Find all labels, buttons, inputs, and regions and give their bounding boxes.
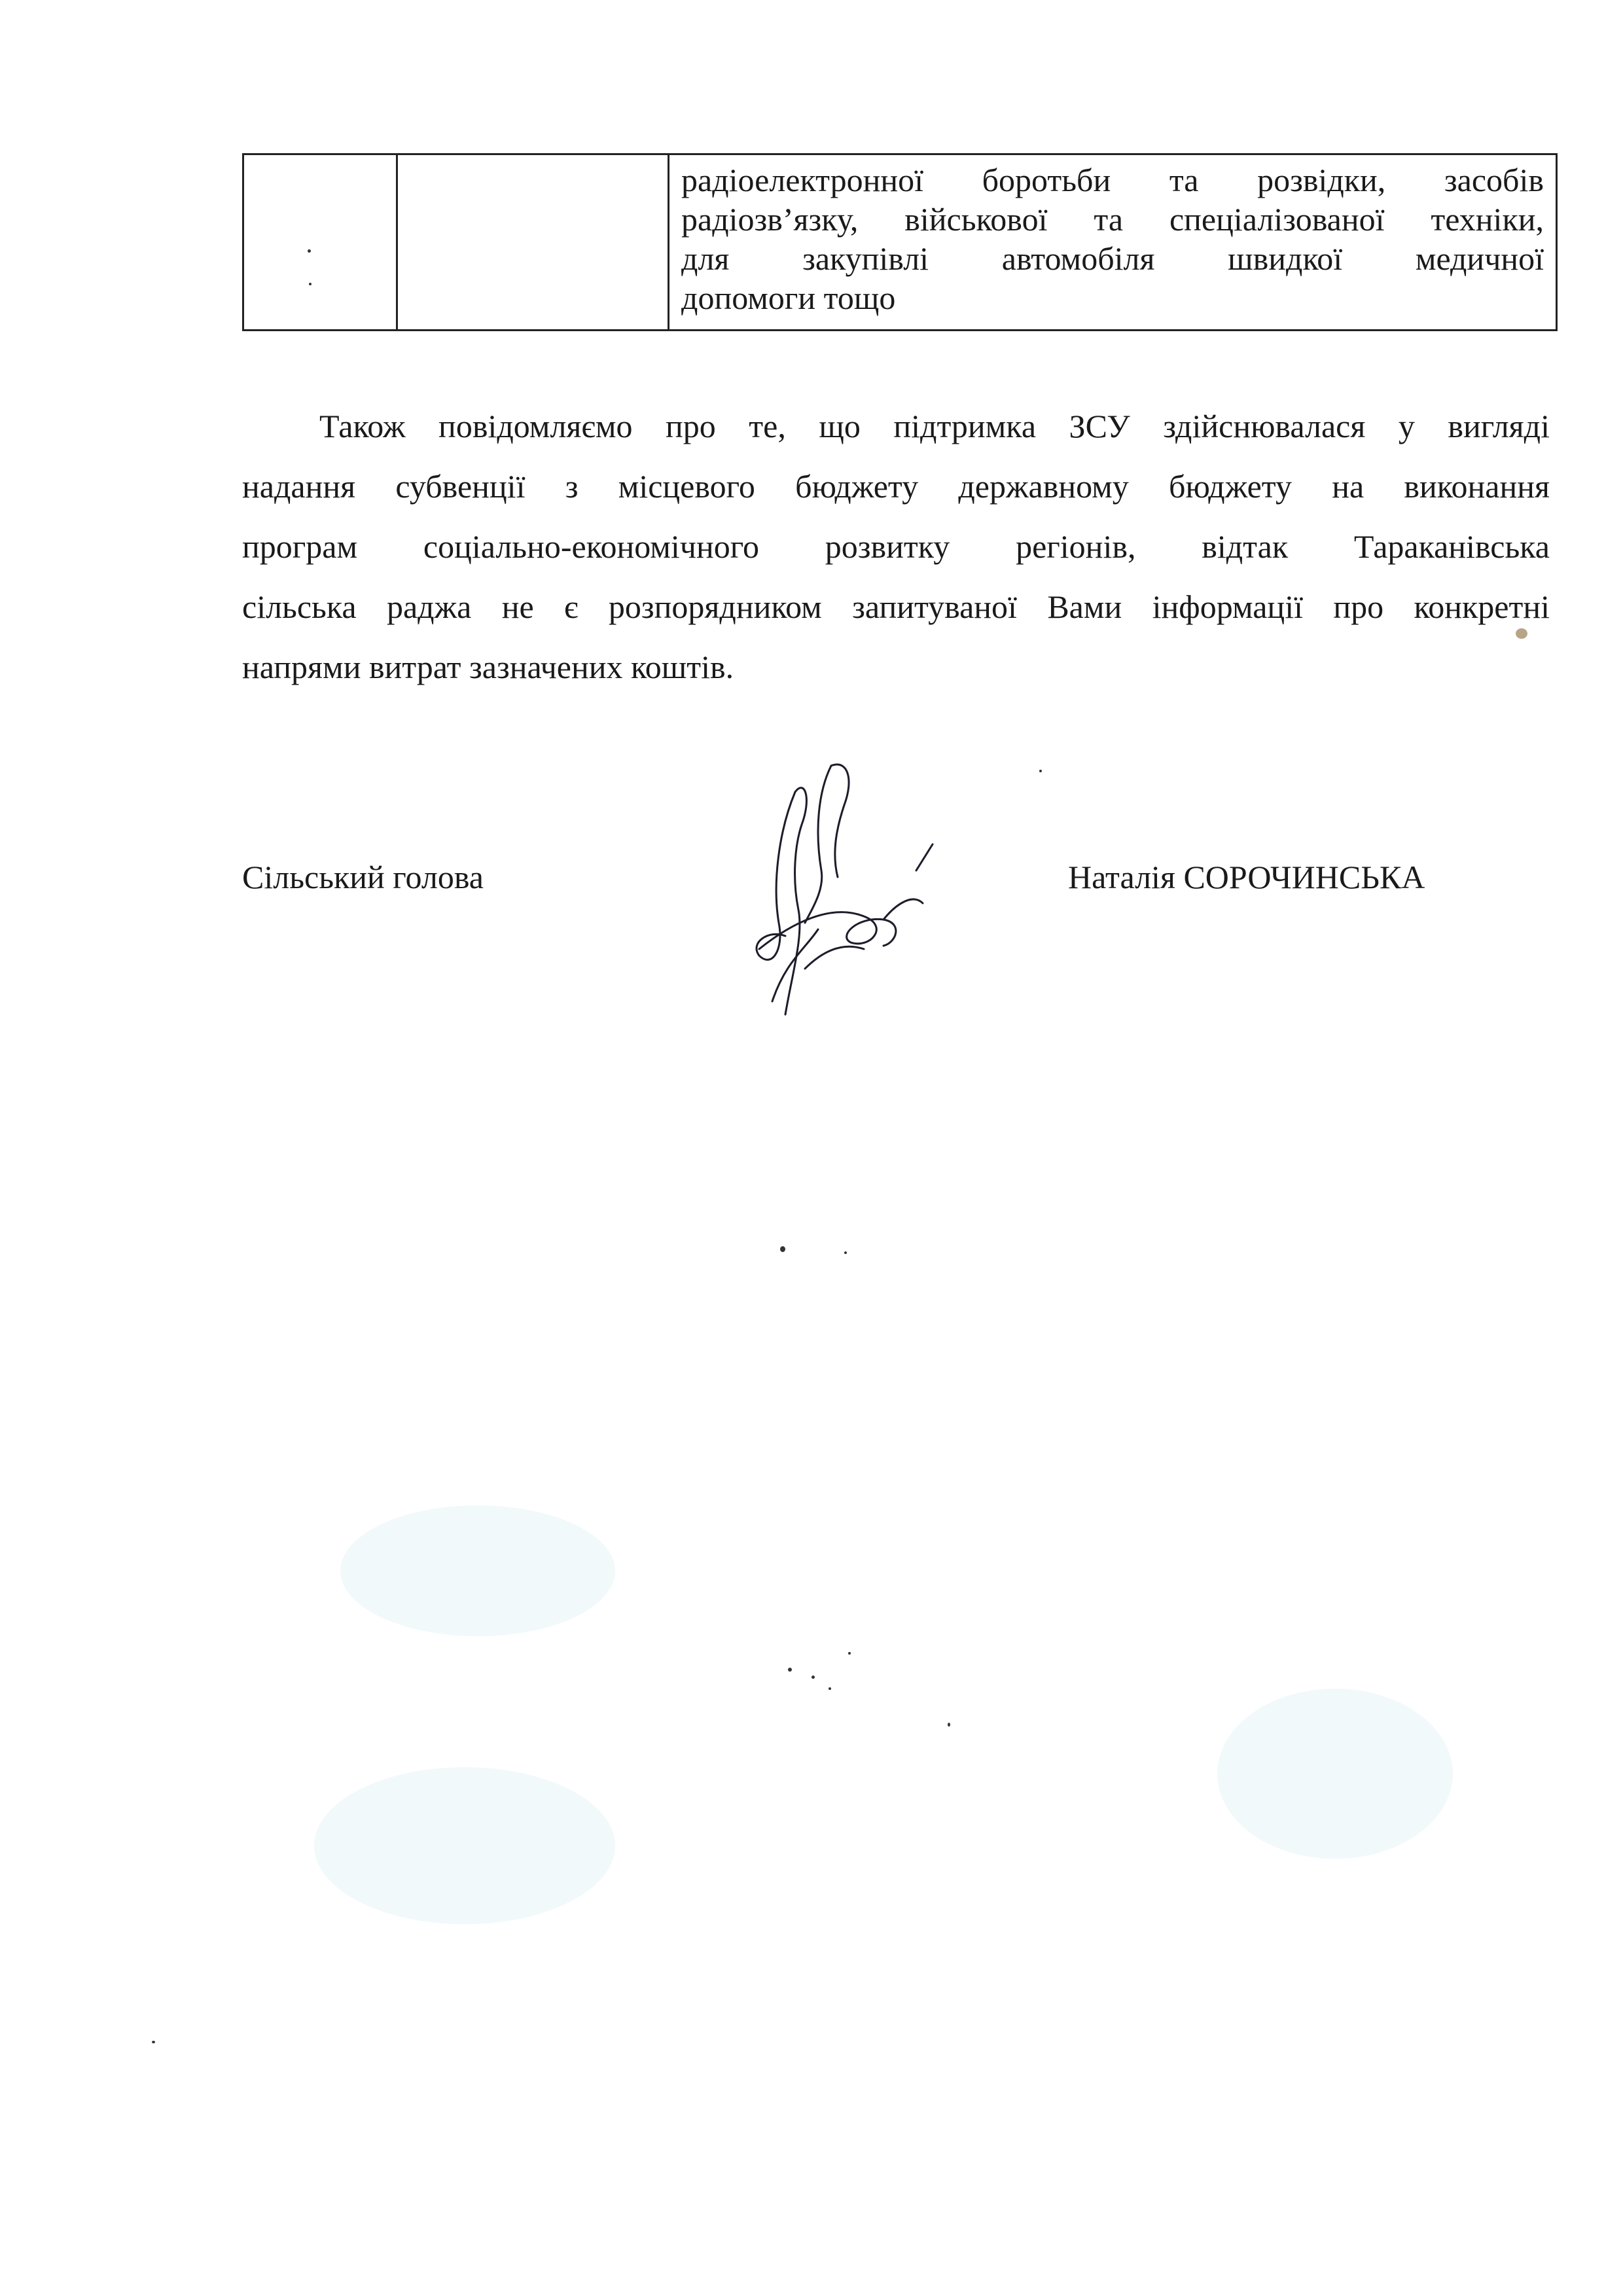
- scan-speck: [812, 1676, 815, 1679]
- table-cell-number: [243, 154, 397, 331]
- table-cell-line: радіоелектронної боротьби та розвідки, засобів: [681, 162, 1544, 198]
- scan-speck: [844, 1251, 847, 1254]
- paragraph-line: програм соціально-економічного розвитку регіонів, відтак Тараканівська: [242, 528, 1550, 565]
- table-cell-line: радіозв’язку, військової та спеціалізованої техніки,: [681, 201, 1544, 238]
- handwritten-signature: [733, 753, 949, 1034]
- scan-speck: [788, 1668, 792, 1672]
- table-cell-name: [397, 154, 669, 331]
- faint-smudge: [1217, 1689, 1453, 1859]
- scan-speck: [1039, 770, 1042, 772]
- paragraph-line: надання субвенції з місцевого бюджету державному бюджету на виконання: [242, 468, 1550, 505]
- scan-speck: [829, 1687, 831, 1690]
- signatory-name: Наталія СОРОЧИНСЬКА: [1068, 859, 1425, 895]
- scan-speck: [308, 249, 311, 253]
- paragraph-line: Також повідомляємо про те, що підтримка ЗСУ здійснювалася у вигляді: [319, 408, 1550, 444]
- faint-smudge: [314, 1767, 615, 1924]
- scan-speck: [309, 283, 312, 285]
- scan-speck: [780, 1246, 785, 1252]
- scan-speck: [948, 1723, 950, 1727]
- signatory-title: Сільський голова: [242, 859, 484, 895]
- scan-speck: [848, 1652, 851, 1655]
- table-cell-line: допомоги тощо: [681, 279, 896, 316]
- table-cell-description: [669, 154, 1557, 331]
- faint-smudge: [340, 1505, 615, 1636]
- table-cell-line: для закупівлі автомобіля швидкої медичної: [681, 240, 1544, 277]
- table-row: [243, 154, 1557, 331]
- body-paragraph: [242, 396, 1550, 697]
- paragraph-line: сільська раджа не є розпорядником запитуваної Вами інформації про конкретні: [242, 588, 1550, 625]
- scan-speck: [152, 2041, 155, 2043]
- stain-speck: [1516, 628, 1527, 639]
- continuation-table: [242, 153, 1558, 331]
- paragraph-line: напрями витрат зазначених коштів.: [242, 649, 734, 685]
